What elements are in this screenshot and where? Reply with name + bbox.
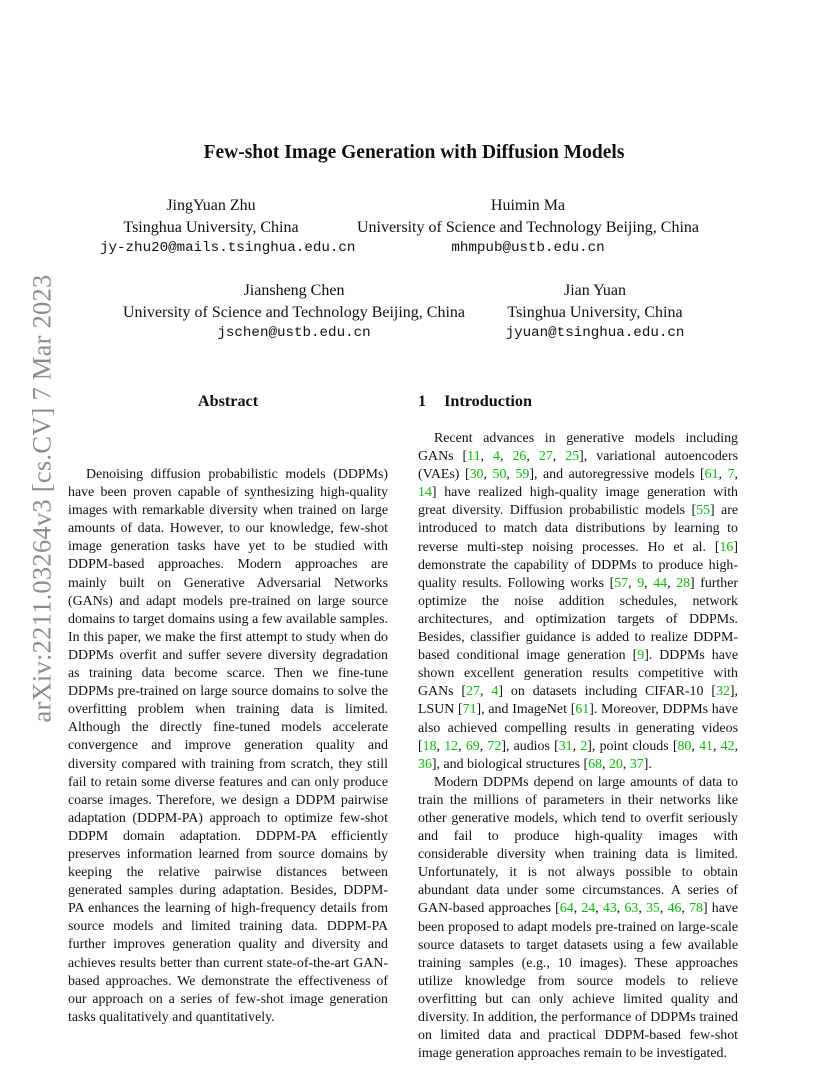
author-name: Jiansheng Chen xyxy=(243,282,345,299)
citation-link[interactable]: 14 xyxy=(418,485,432,501)
citation-link[interactable]: 80 xyxy=(677,738,692,754)
citation-link[interactable]: 61 xyxy=(575,702,590,718)
citation-link[interactable]: 61 xyxy=(704,467,719,483)
citation-link[interactable]: 31 xyxy=(558,738,573,754)
citation-link[interactable]: 78 xyxy=(689,901,703,917)
citation-link[interactable]: 44 xyxy=(653,575,668,591)
author-affiliation: Tsinghua University, China xyxy=(507,303,683,321)
citation-link[interactable]: 55 xyxy=(696,503,711,519)
abstract-heading: Abstract xyxy=(197,392,259,410)
citation-link[interactable]: 9 xyxy=(637,575,645,591)
citation-link[interactable]: 4 xyxy=(493,449,500,465)
citation-link[interactable]: 43 xyxy=(602,901,617,917)
citation-link[interactable]: 37 xyxy=(629,756,644,772)
author-affiliation: University of Science and Technology Beijing, China xyxy=(122,303,466,321)
author-email[interactable]: jyuan@tsinghua.edu.cn xyxy=(505,325,685,341)
citation-link[interactable]: 4 xyxy=(491,684,499,700)
abstract-body: Denoising diffusion probabilistic models (DDPMs) have been proven capable of synthesizing high-quality images with remarkable diversity when trained on large amounts of data. However, to our knowledge, few-shot image generation tasks have yet to be studied with DDPM-based approaches. Modern approaches are mainly built on Generative Adversarial Networks (GANs) and adapt models pre-trained on large source domains to target domains using a few available samples. In this paper, we make the first attempt to study when do DDPMs overfit and suffer severe diversity degradation as training data become scarce. Then we fine-tune DDPMs pre-trained on large source domains to solve the overfitting problem when training data is limited. Although the directly fine-tuned models accelerate convergence and improve generation quality and diversity compared with training from scratch, they still fail to retain some diverse features and can only produce coarse images. Therefore, we design a DDPM pairwise adaptation (DDPM-PA) approach to optimize few-shot DDPM domain adaptation. DDPM-PA efficiently preserves information learned from source domains by keeping the relative pairwise distances between generated samples during adaptation. Besides, DDPM-PA enhances the learning of high-frequency details from source models and limited training data. DDPM-PA further improves generation quality and diversity and achieves results better than current state-of-the-art GAN-based approaches. We demonstrate the effectiveness of our approach on a series of few-shot image generation tasks qualitatively and quantitatively. xyxy=(68,467,388,1025)
citation-link[interactable]: 32 xyxy=(716,684,730,700)
author-affiliation: Tsinghua University, China xyxy=(123,218,299,236)
citation-link[interactable]: 12 xyxy=(444,738,459,754)
citation-link[interactable]: 36 xyxy=(418,756,432,772)
citation-link[interactable]: 41 xyxy=(699,738,713,754)
intro-paragraph-2: Modern DDPMs depend on large amounts of data to train the millions of parameters in their networks like other generative models, which tend to overfit seriously and fail to produce high-quality images with considerable diversity when training data is limited. Unfortunately, it is not always possible to obtain abundant data under some circumstances. A series of GAN-based approaches [64, 24, 43, 63, 35, 46, 78] have been proposed to adapt models pre-trained on large-scale source datasets to target datasets using a few available training samples (e.g., 10 images). These approaches utilize knowledge from source models to relieve overfitting but can only achieve limited quality and diversity. In addition, the performance of DDPMs trained on limited data and practical DDPM-based few-shot image generation approaches remain to be investigated. xyxy=(418,774,738,1062)
citation-link[interactable]: 35 xyxy=(645,901,660,917)
citation-link[interactable]: 68 xyxy=(588,756,603,772)
citation-link[interactable]: 63 xyxy=(624,901,639,917)
citation-link[interactable]: 50 xyxy=(492,467,507,483)
section-number: 1 xyxy=(418,392,427,410)
citation-link[interactable]: 18 xyxy=(422,738,437,754)
author-email[interactable]: jy-zhu20@mails.tsinghua.edu.cn xyxy=(100,240,356,256)
citation-link[interactable]: 27 xyxy=(466,684,480,700)
citation-link[interactable]: 2 xyxy=(580,738,588,754)
citation-link[interactable]: 64 xyxy=(559,901,574,917)
author-block-1 xyxy=(100,195,356,260)
arxiv-identifier xyxy=(20,273,64,723)
author-block-4 xyxy=(498,280,692,345)
author-block-2 xyxy=(352,195,704,260)
section-title: Introduction xyxy=(444,392,532,410)
author-email[interactable]: mhmpub@ustb.edu.cn xyxy=(451,240,605,256)
citation-link[interactable]: 20 xyxy=(608,756,623,772)
author-email[interactable]: jschen@ustb.edu.cn xyxy=(217,325,371,341)
citation-link[interactable]: 69 xyxy=(465,738,480,754)
citation-link[interactable]: 24 xyxy=(581,901,596,917)
paper-title: Few-shot Image Generation with Diffusion Models xyxy=(203,142,625,163)
citation-link[interactable]: 59 xyxy=(515,467,530,483)
intro-paragraph-1: Recent advances in generative models including GANs [11, 4, 26, 27, 25], variational autoencoders (VAEs) [30, 50, 59], and autoregressive models [61, 7, 14] have realized high-quality image generation with great diversity. Diffusion probabilistic models [55] are introduced to match data distributions by learning to reverse multi-step noising processes. Ho et al. [16] demonstrate the capability of DDPMs to produce high-quality results. Following works [57, 9, 44, 28] further optimize the noise addition schedules, network architectures, and optimization targets of DDPMs. Besides, classifier guidance is added to realize DDPM-based conditional image generation [9]. DDPMs have shown excellent generation results competitive with GANs [27, 4] on datasets including CIFAR-10 [32], LSUN [71], and ImageNet [61]. Moreover, DDPMs have also achieved compelling results in generating videos [18, 12, 69, 72], audios [31, 2], point clouds [80, 41, 42, 36], and biological structures [68, 20, 37]. xyxy=(418,431,739,772)
citation-link[interactable]: 42 xyxy=(720,738,735,754)
citation-link[interactable]: 26 xyxy=(512,449,527,465)
introduction-body xyxy=(418,430,738,1063)
author-block-3 xyxy=(118,280,470,345)
citation-link[interactable]: 72 xyxy=(487,738,502,754)
author-name: Huimin Ma xyxy=(490,197,566,214)
citation-link[interactable]: 57 xyxy=(614,575,629,591)
introduction-heading xyxy=(418,392,532,411)
author-name: Jian Yuan xyxy=(563,282,627,299)
citation-link[interactable]: 25 xyxy=(565,449,580,465)
author-affiliation: University of Science and Technology Beijing, China xyxy=(356,218,700,236)
citation-link[interactable]: 7 xyxy=(727,467,735,483)
citation-link[interactable]: 30 xyxy=(469,467,484,483)
citation-link[interactable]: 71 xyxy=(462,702,477,718)
citation-link[interactable]: 28 xyxy=(676,575,691,591)
citation-link[interactable]: 9 xyxy=(637,648,645,664)
citation-link[interactable]: 11 xyxy=(467,449,481,465)
arxiv-identifier-text: arXiv:2211.03264v3 [cs.CV] 7 Mar 2023 xyxy=(26,273,57,723)
author-name: JingYuan Zhu xyxy=(166,197,256,214)
citation-link[interactable]: 27 xyxy=(538,449,553,465)
citation-link[interactable]: 46 xyxy=(667,901,682,917)
citation-link[interactable]: 16 xyxy=(719,539,734,555)
